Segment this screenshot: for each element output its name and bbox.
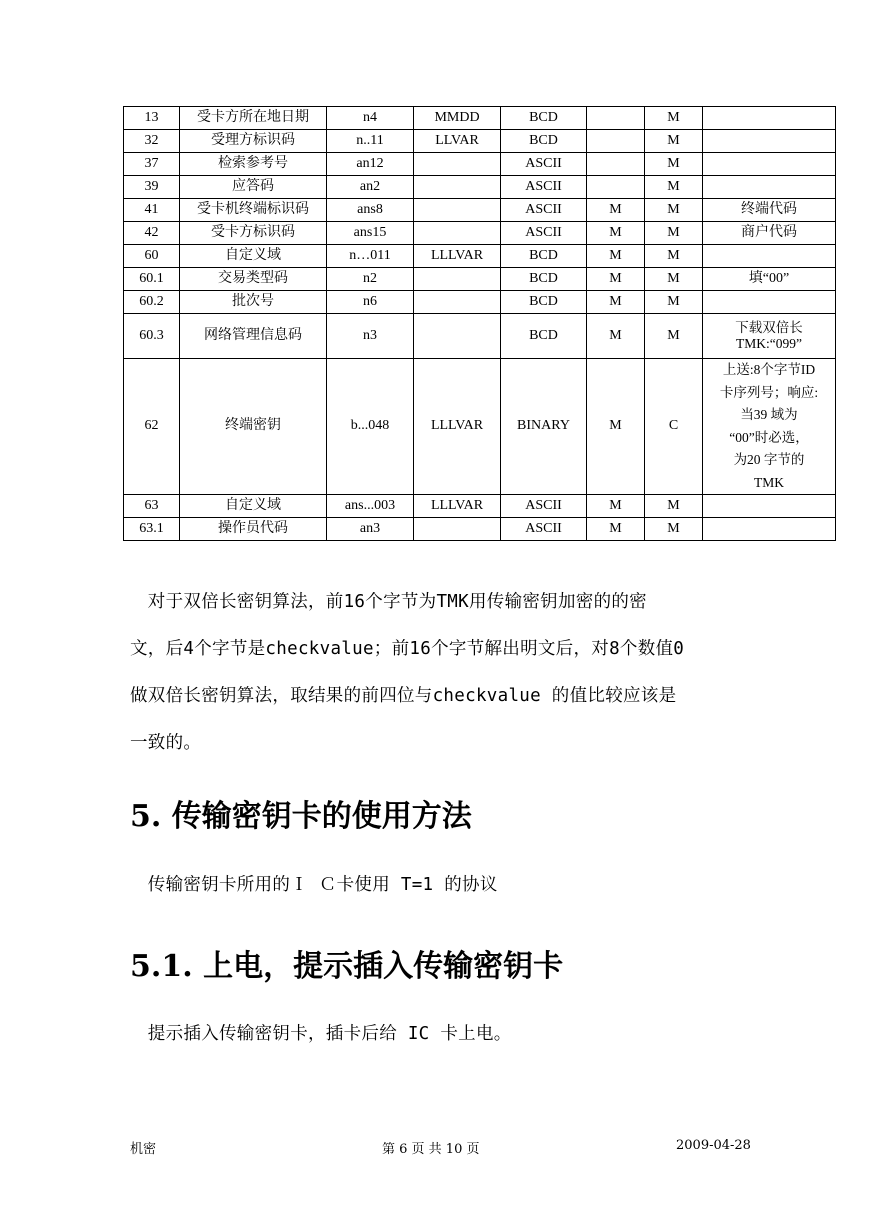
field-name-cell: 自定义域	[180, 495, 327, 518]
note-line: TMK:“099”	[736, 336, 802, 351]
field-response-cell: M	[645, 268, 703, 291]
field-encoding-cell: BINARY	[501, 359, 587, 495]
note-line: TMK	[754, 474, 784, 490]
field-length-type-cell	[414, 314, 501, 359]
field-note-cell	[703, 176, 836, 199]
field-length-type-cell	[414, 176, 501, 199]
field-note-cell	[703, 291, 836, 314]
field-name-cell: 操作员代码	[180, 518, 327, 541]
field-request-cell	[587, 153, 645, 176]
field-id-cell: 60.1	[124, 268, 180, 291]
field-id-cell: 39	[124, 176, 180, 199]
field-request-cell: M	[587, 359, 645, 495]
field-format-cell: n…011	[327, 245, 414, 268]
field-request-cell: M	[587, 245, 645, 268]
field-length-type-cell: LLVAR	[414, 130, 501, 153]
field-response-cell: M	[645, 153, 703, 176]
field-response-cell: C	[645, 359, 703, 495]
field-format-cell: ans15	[327, 222, 414, 245]
field-encoding-cell: BCD	[501, 107, 587, 130]
field-encoding-cell: ASCII	[501, 199, 587, 222]
field-table-body	[124, 107, 836, 541]
field-id-cell: 13	[124, 107, 180, 130]
field-encoding-cell: BCD	[501, 291, 587, 314]
field-format-cell: n2	[327, 268, 414, 291]
field-table	[123, 106, 836, 541]
field-response-cell: M	[645, 518, 703, 541]
field-name-cell: 自定义域	[180, 245, 327, 268]
field-note-cell: 终端代码	[703, 199, 836, 222]
field-name-cell: 检索参考号	[180, 153, 327, 176]
paragraph-line: 一致的。	[130, 733, 202, 753]
table-row	[124, 153, 836, 176]
note-line: 卡序列号；响应:	[719, 384, 819, 400]
field-response-cell: M	[645, 107, 703, 130]
field-note-cell	[703, 518, 836, 541]
field-encoding-cell: ASCII	[501, 176, 587, 199]
field-request-cell: M	[587, 291, 645, 314]
field-request-cell: M	[587, 199, 645, 222]
field-name-cell: 受卡方所在地日期	[180, 107, 327, 130]
field-id-cell: 41	[124, 199, 180, 222]
field-encoding-cell: ASCII	[501, 153, 587, 176]
field-note-cell	[703, 245, 836, 268]
field-format-cell: an12	[327, 153, 414, 176]
field-name-cell: 受卡机终端标识码	[180, 199, 327, 222]
field-id-cell: 63.1	[124, 518, 180, 541]
field-request-cell: M	[587, 518, 645, 541]
field-length-type-cell	[414, 222, 501, 245]
field-note-cell	[703, 359, 836, 495]
table-row	[124, 176, 836, 199]
field-response-cell: M	[645, 291, 703, 314]
field-encoding-cell: BCD	[501, 268, 587, 291]
field-id-cell: 42	[124, 222, 180, 245]
field-length-type-cell	[414, 153, 501, 176]
field-name-cell: 应答码	[180, 176, 327, 199]
field-encoding-cell: ASCII	[501, 495, 587, 518]
table-row	[124, 130, 836, 153]
field-request-cell: M	[587, 268, 645, 291]
field-format-cell: n6	[327, 291, 414, 314]
field-name-cell: 终端密钥	[180, 359, 327, 495]
field-note-cell	[703, 130, 836, 153]
field-format-cell: an3	[327, 518, 414, 541]
field-id-cell: 60.3	[124, 314, 180, 359]
table-row	[124, 291, 836, 314]
field-length-type-cell: LLLVAR	[414, 495, 501, 518]
field-length-type-cell: LLLVAR	[414, 359, 501, 495]
field-format-cell: n3	[327, 314, 414, 359]
field-id-cell: 37	[124, 153, 180, 176]
table-row	[124, 107, 836, 130]
note-line: 下载双倍长	[735, 320, 803, 335]
field-response-cell: M	[645, 495, 703, 518]
field-response-cell: M	[645, 245, 703, 268]
field-format-cell: b...048	[327, 359, 414, 495]
table-row	[124, 268, 836, 291]
field-response-cell: M	[645, 222, 703, 245]
footer-page-number: 第 6 页 共 10 页	[382, 1142, 480, 1157]
field-format-cell: ans...003	[327, 495, 414, 518]
field-note-cell	[703, 314, 836, 359]
table-row	[124, 495, 836, 518]
field-request-cell	[587, 176, 645, 199]
field-id-cell: 60	[124, 245, 180, 268]
field-id-cell: 32	[124, 130, 180, 153]
field-name-cell: 批次号	[180, 291, 327, 314]
footer-date: 2009-04-28	[676, 1138, 751, 1153]
table-row	[124, 199, 836, 222]
field-response-cell: M	[645, 314, 703, 359]
table-row	[124, 314, 836, 359]
paragraph-line: 文，后4个字节是checkvalue；前16个字节解出明文后，对8个数值0	[130, 639, 685, 659]
note-line: “00”时必选，	[729, 429, 809, 445]
paragraph-key-algorithm	[130, 579, 750, 767]
paragraph-protocol	[130, 862, 750, 909]
table-row	[124, 359, 836, 495]
paragraph-power-on	[130, 1011, 750, 1058]
field-response-cell: M	[645, 176, 703, 199]
field-format-cell: n4	[327, 107, 414, 130]
paragraph-line: 提示插入传输密钥卡，插卡后给 IC 卡上电。	[130, 1024, 512, 1044]
field-request-cell	[587, 107, 645, 130]
note-line: 上送:8个字节ID	[722, 362, 816, 377]
section-heading-5-1: 5.1. 上电，提示插入传输密钥卡	[130, 949, 564, 984]
field-response-cell: M	[645, 130, 703, 153]
field-name-cell: 交易类型码	[180, 268, 327, 291]
field-format-cell: n..11	[327, 130, 414, 153]
field-id-cell: 62	[124, 359, 180, 495]
field-note-cell: 商户代码	[703, 222, 836, 245]
field-note-cell	[703, 153, 836, 176]
section-heading-5: 5. 传输密钥卡的使用方法	[130, 799, 472, 834]
table-row	[124, 222, 836, 245]
field-encoding-cell: BCD	[501, 130, 587, 153]
field-format-cell: ans8	[327, 199, 414, 222]
footer-classification: 机密	[130, 1142, 157, 1157]
field-length-type-cell	[414, 518, 501, 541]
field-encoding-cell: ASCII	[501, 222, 587, 245]
field-id-cell: 63	[124, 495, 180, 518]
field-length-type-cell	[414, 291, 501, 314]
field-name-cell: 受卡方标识码	[180, 222, 327, 245]
field-request-cell: M	[587, 495, 645, 518]
paragraph-line: 做双倍长密钥算法，取结果的前四位与checkvalue 的值比较应该是	[130, 686, 677, 706]
paragraph-line: 传输密钥卡所用的Ｉ Ｃ卡使用 T=1 的协议	[130, 875, 498, 895]
field-name-cell: 受理方标识码	[180, 130, 327, 153]
field-name-cell: 网络管理信息码	[180, 314, 327, 359]
table-row	[124, 245, 836, 268]
field-length-type-cell: MMDD	[414, 107, 501, 130]
field-length-type-cell	[414, 199, 501, 222]
note-line: 为20 字节的	[733, 452, 805, 467]
field-request-cell	[587, 130, 645, 153]
field-length-type-cell	[414, 268, 501, 291]
field-encoding-cell: BCD	[501, 245, 587, 268]
field-note-cell: 填“00”	[703, 268, 836, 291]
field-response-cell: M	[645, 199, 703, 222]
field-encoding-cell: ASCII	[501, 518, 587, 541]
field-format-cell: an2	[327, 176, 414, 199]
field-note-cell	[703, 495, 836, 518]
paragraph-line: 对于双倍长密钥算法，前16个字节为TMK用传输密钥加密的的密	[130, 592, 647, 612]
field-request-cell: M	[587, 314, 645, 359]
field-length-type-cell: LLLVAR	[414, 245, 501, 268]
note-line: 当39 域为	[740, 407, 798, 422]
table-row	[124, 518, 836, 541]
field-note-cell	[703, 107, 836, 130]
field-request-cell: M	[587, 222, 645, 245]
field-id-cell: 60.2	[124, 291, 180, 314]
field-encoding-cell: BCD	[501, 314, 587, 359]
